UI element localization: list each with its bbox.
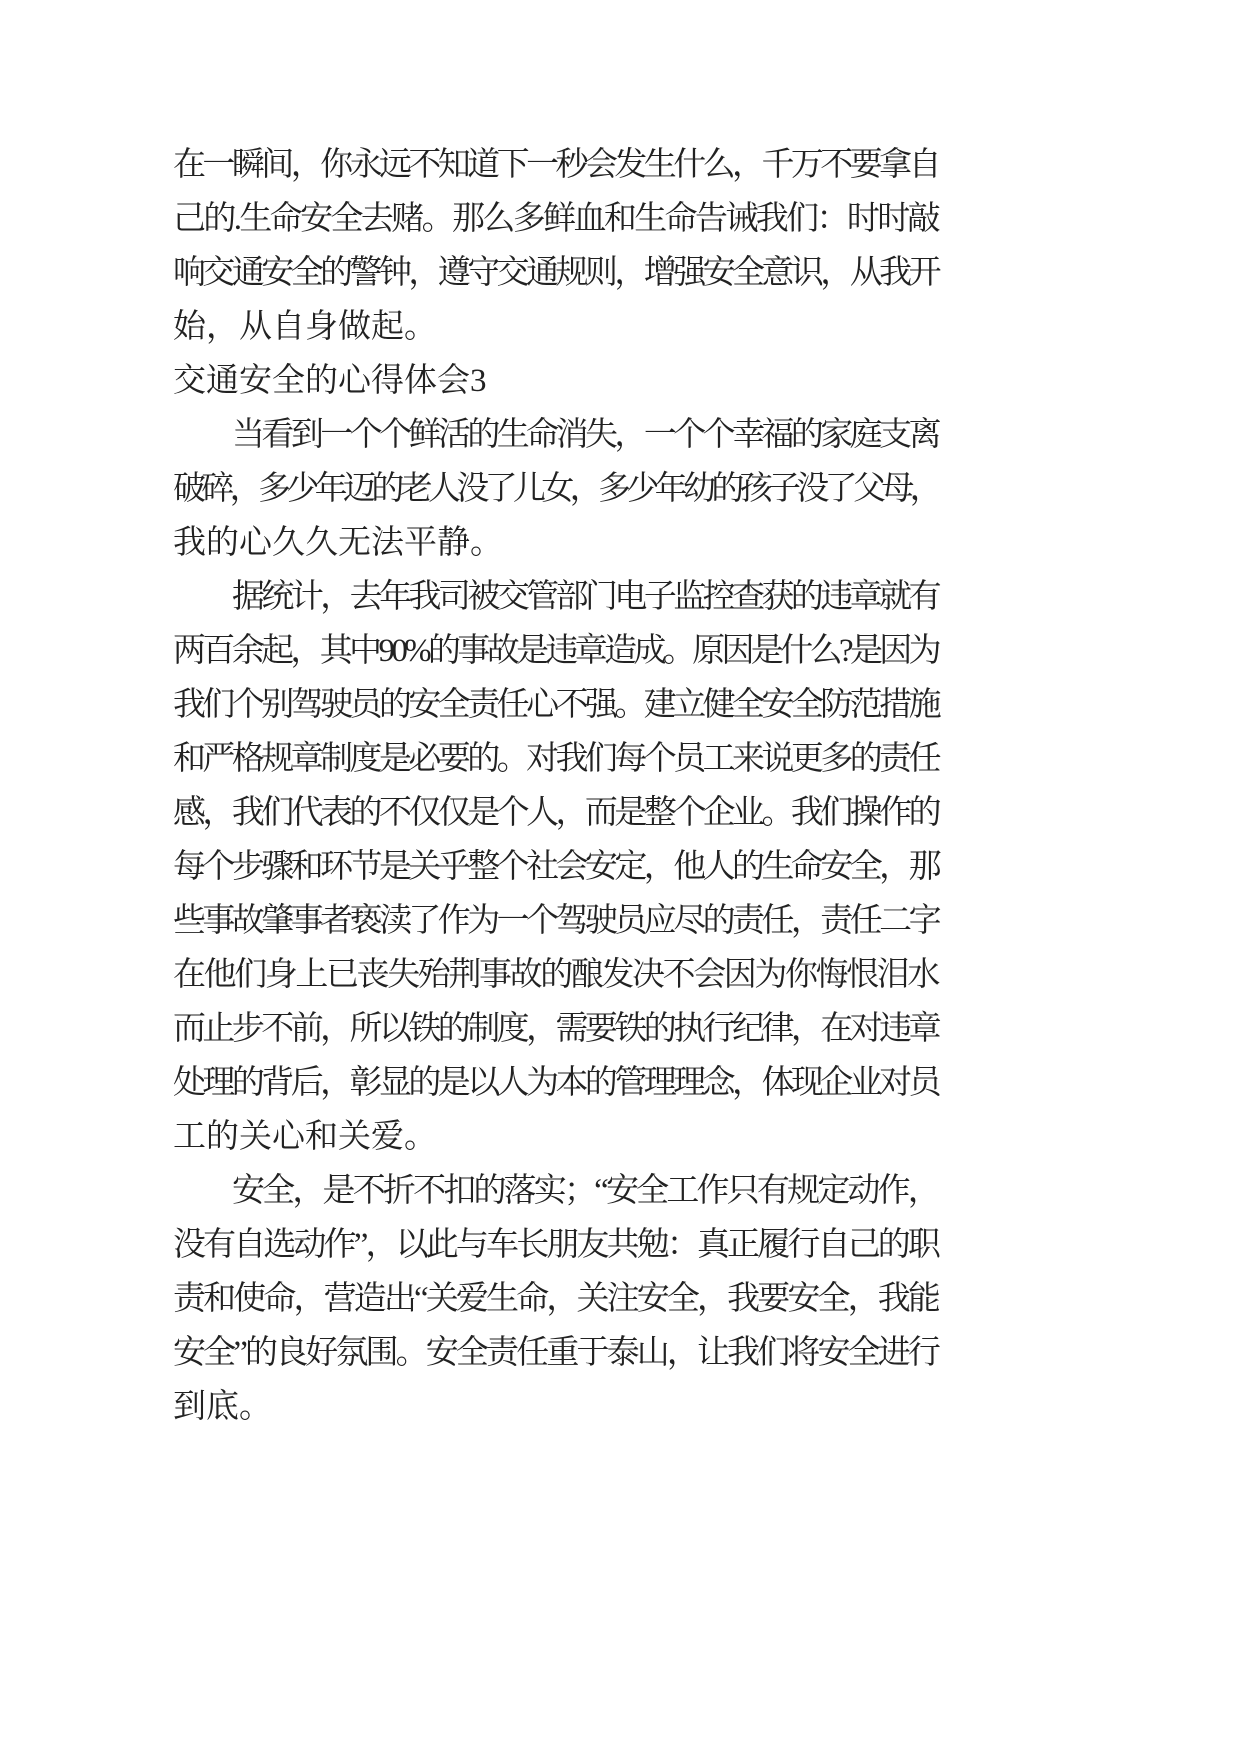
paragraph-line [173,894,938,948]
paragraph-line [173,246,938,300]
line-text: 安全”的良好氛围。安全责任重于泰山，让我们将安全进行 [173,1335,938,1371]
paragraph-line [173,1164,938,1218]
line-text: 些事故肇事者亵渎了作为一个驾驶员应尽的责任，责任二字 [173,903,939,939]
paragraph-line [173,192,938,246]
line-text: 在一瞬间，你永远不知道下一秒会发生什么，千万不要拿自 [173,147,939,183]
line-text: 我们个别驾驶员的安全责任心不强。建立健全安全防范措施 [173,687,939,723]
line-text: 在他们身上已丧失殆荆事故的酿发决不会因为你悔恨泪水 [173,957,939,993]
paragraph-line [173,1002,938,1056]
line-text: 工的关心和关爱。 [173,1119,437,1155]
paragraph-line [173,1380,938,1434]
paragraph-line [173,1326,938,1380]
paragraph-line [173,570,938,624]
paragraph-2 [173,570,938,1164]
document-body [173,138,938,1434]
line-text: 处理的背后，彰显的是以人为本的管理理念，体现企业对员 [173,1065,939,1101]
line-text: 而止步不前，所以铁的制度，需要铁的执行纪律，在对违章 [173,1011,939,1047]
paragraph-line [173,1272,938,1326]
section-heading-text: 交通安全的心得体会3 [173,363,487,399]
paragraph-line [173,678,938,732]
line-text: 责和使命，营造出“关爱生命，关注安全，我要安全，我能 [173,1281,938,1317]
line-text: 两百余起，其中90%的事故是违章造成。原因是什么?是因为 [173,633,938,669]
line-text: 和严格规章制度是必要的。对我们每个员工来说更多的责任 [173,741,939,777]
paragraph-line [173,1110,938,1164]
line-text: 每个步骤和环节是关乎整个社会安定，他人的生命安全，那 [173,849,939,885]
paragraph-1 [173,408,938,570]
paragraph-line [173,624,938,678]
line-text: 始，从自身做起。 [173,309,437,345]
line-text: 破碎，多少年迈的老人没了儿女，多少年幼的孩子没了父母， [173,471,939,507]
paragraph-intro [173,138,938,354]
paragraph-line [173,732,938,786]
line-text: 到底。 [173,1389,272,1425]
line-text: 当看到一个个鲜活的生命消失，一个个幸福的家庭支离 [232,417,939,453]
paragraph-3 [173,1164,938,1434]
paragraph-line [173,462,938,516]
paragraph-line [173,138,938,192]
paragraph-line [173,948,938,1002]
paragraph-line [173,516,938,570]
paragraph-line [173,840,938,894]
line-text: 己的.生命安全去赌。那么多鲜血和生命告诫我们：时时敲 [173,201,938,237]
line-text: 据统计，去年我司被交管部门电子监控查获的违章就有 [232,579,939,615]
section-heading [173,354,938,408]
paragraph-line [173,1218,938,1272]
paragraph-line [173,786,938,840]
paragraph-line [173,300,938,354]
line-text: 感，我们代表的不仅仅是个人，而是整个企业。我们操作的 [173,795,939,831]
line-text: 没有自选动作”，以此与车长朋友共勉：真正履行自己的职 [173,1227,938,1263]
line-text: 我的心久久无法平静。 [173,525,503,561]
paragraph-line [173,1056,938,1110]
line-text: 响交通安全的警钟，遵守交通规则，增强安全意识，从我开 [173,255,939,291]
paragraph-line [173,408,938,462]
line-text: 安全，是不折不扣的落实；“安全工作只有规定动作， [232,1173,938,1209]
